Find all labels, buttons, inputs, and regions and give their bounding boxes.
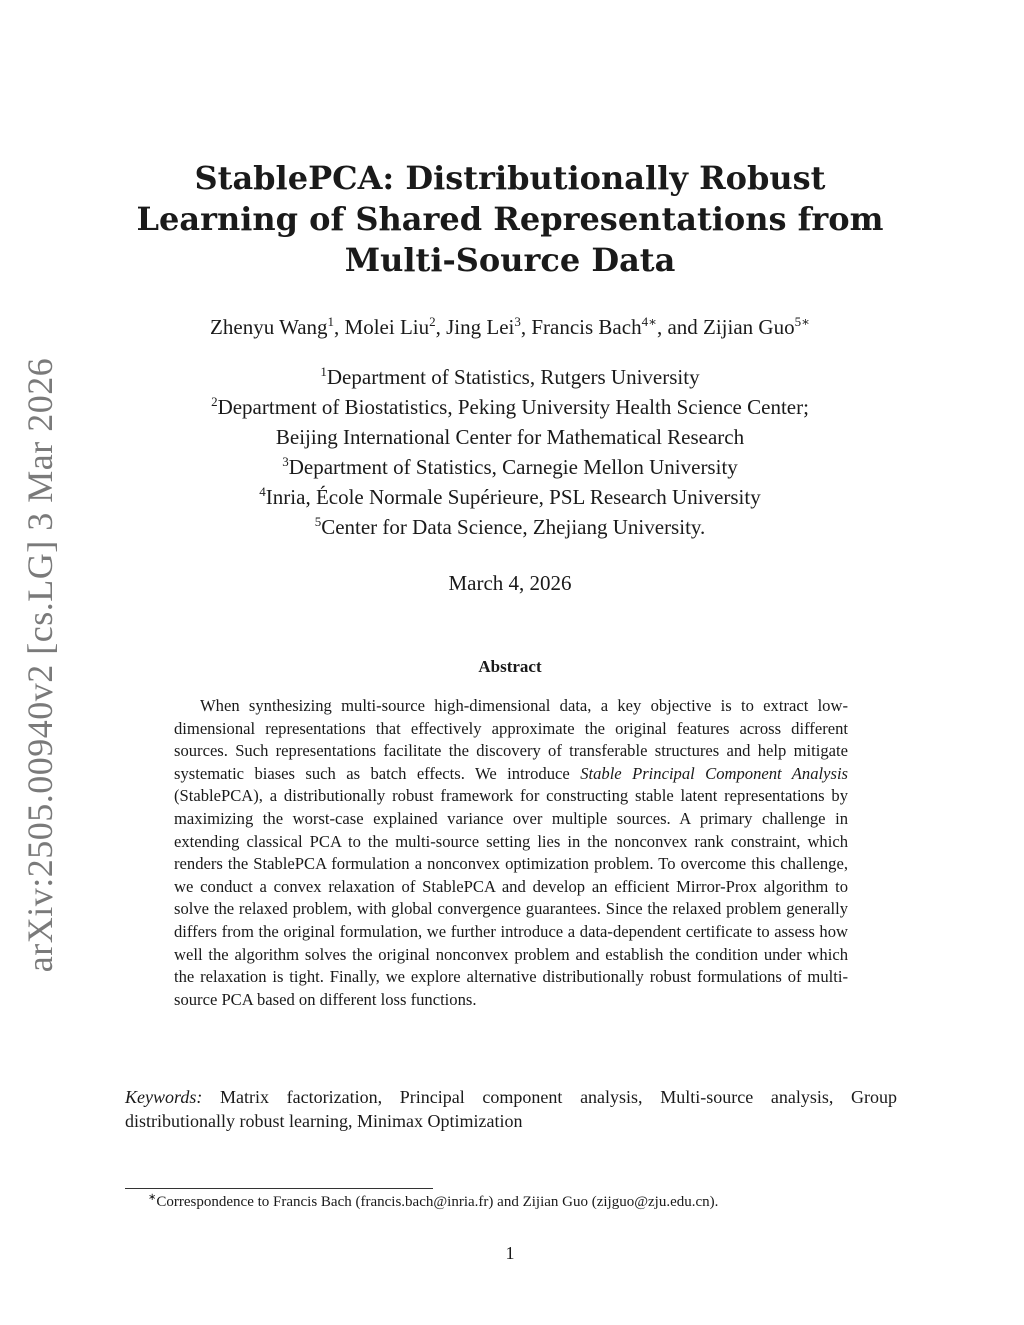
affiliation-mark: 1 — [320, 364, 327, 379]
arxiv-identifier: arXiv:2505.00940v2 [cs.LG] 3 Mar 2026 — [20, 357, 60, 973]
author-affiliation-mark: 4∗ — [641, 314, 657, 329]
affiliation-mark: 4 — [259, 484, 266, 499]
abstract-heading: Abstract — [478, 657, 542, 676]
footnote-text: Correspondence to Francis Bach (francis.bach@inria.fr) and Zijian Guo (zijguo@zju.edu.cn). — [156, 1194, 719, 1210]
author-name: Molei Liu — [344, 315, 430, 339]
publication-date: March 4, 2026 — [448, 571, 572, 595]
affiliation-mark: 2 — [211, 394, 218, 409]
affiliation-text: Department of Biostatistics, Peking University Health Science Center; — [217, 395, 809, 419]
author-separator: , and — [656, 315, 704, 339]
author-affiliation-mark: 1 — [327, 314, 335, 329]
footnote-divider — [125, 1188, 433, 1189]
affiliation-mark: 3 — [282, 454, 289, 469]
affiliation-line — [100, 512, 920, 542]
keywords-label: Keywords: — [125, 1087, 203, 1107]
abstract-emphasis: Stable Principal Component Analysis — [580, 763, 849, 783]
affiliation-line — [100, 392, 920, 422]
affiliation-line — [100, 452, 920, 482]
affiliation-line — [100, 482, 920, 512]
affiliation-list — [100, 362, 920, 542]
page-number: 1 — [505, 1243, 515, 1263]
author-separator: , — [435, 315, 447, 339]
affiliation-text: Beijing International Center for Mathematical Research — [275, 425, 745, 449]
affiliation-text: Department of Statistics, Rutgers University — [326, 365, 700, 389]
author-name: Zhenyu Wang — [210, 315, 328, 339]
author-list — [100, 313, 920, 341]
author-name: Jing Lei — [446, 315, 515, 339]
abstract-text-part: (StablePCA), a distributionally robust framework for constructing stable latent representations by maximizing the worst-case explained variance over multiple sources. A primary challenge in extending classical PCA to the multi-source setting lies in the nonconvex rank constraint, which renders the StablePCA formulation a nonconvex optimization problem. To overcome this challenge, we conduct a convex relaxation of StablePCA and develop an efficient Mirror-Prox algorithm to solve the relaxed problem, with global convergence guarantees. Since the relaxed problem generally differs from the original formulation, we further introduce a data-dependent certificate to assess how well the algorithm solves the original nonconvex problem and establish the condition under which the relaxation is tight. Finally, we explore alternative distributionally robust formulations of multi-source PCA based on different loss functions. — [174, 786, 848, 1009]
abstract-text-part: When synthesizing multi-source high-dimensional data, a key objective is to extract low-dimensional representations that effectively approximate the original features across different sources. Such representations facilitate the discovery of transferable structures and help mitigate systematic biases such as batch effects. We introduce — [174, 696, 848, 783]
affiliation-line — [100, 362, 920, 392]
keywords-text: Matrix factorization, Principal component analysis, Multi-source analysis, Group distributionally robust learning, Minimax Optimization — [125, 1087, 898, 1131]
affiliation-text: Center for Data Science, Zhejiang University. — [321, 515, 706, 539]
author-separator: , — [520, 315, 532, 339]
affiliation-text: Inria, École Normale Supérieure, PSL Research University — [265, 485, 761, 509]
abstract-text — [174, 695, 848, 1011]
author-separator: , — [334, 315, 345, 339]
paper-title: StablePCA: Distributionally Robust Learning of Shared Representations from Multi-Source Data — [136, 159, 884, 279]
footnote — [148, 1192, 908, 1212]
affiliation-text: Department of Statistics, Carnegie Mellon University — [288, 455, 738, 479]
keywords — [125, 1085, 897, 1133]
footnote-mark: ∗ — [148, 1192, 157, 1203]
author-name: Zijian Guo — [703, 315, 795, 339]
author-affiliation-mark: 5∗ — [794, 314, 810, 329]
author-name: Francis Bach — [531, 315, 642, 339]
affiliation-line — [100, 422, 920, 452]
author-affiliation-mark: 3 — [514, 314, 521, 329]
affiliation-mark: 5 — [314, 514, 322, 529]
author-affiliation-mark: 2 — [429, 314, 436, 329]
